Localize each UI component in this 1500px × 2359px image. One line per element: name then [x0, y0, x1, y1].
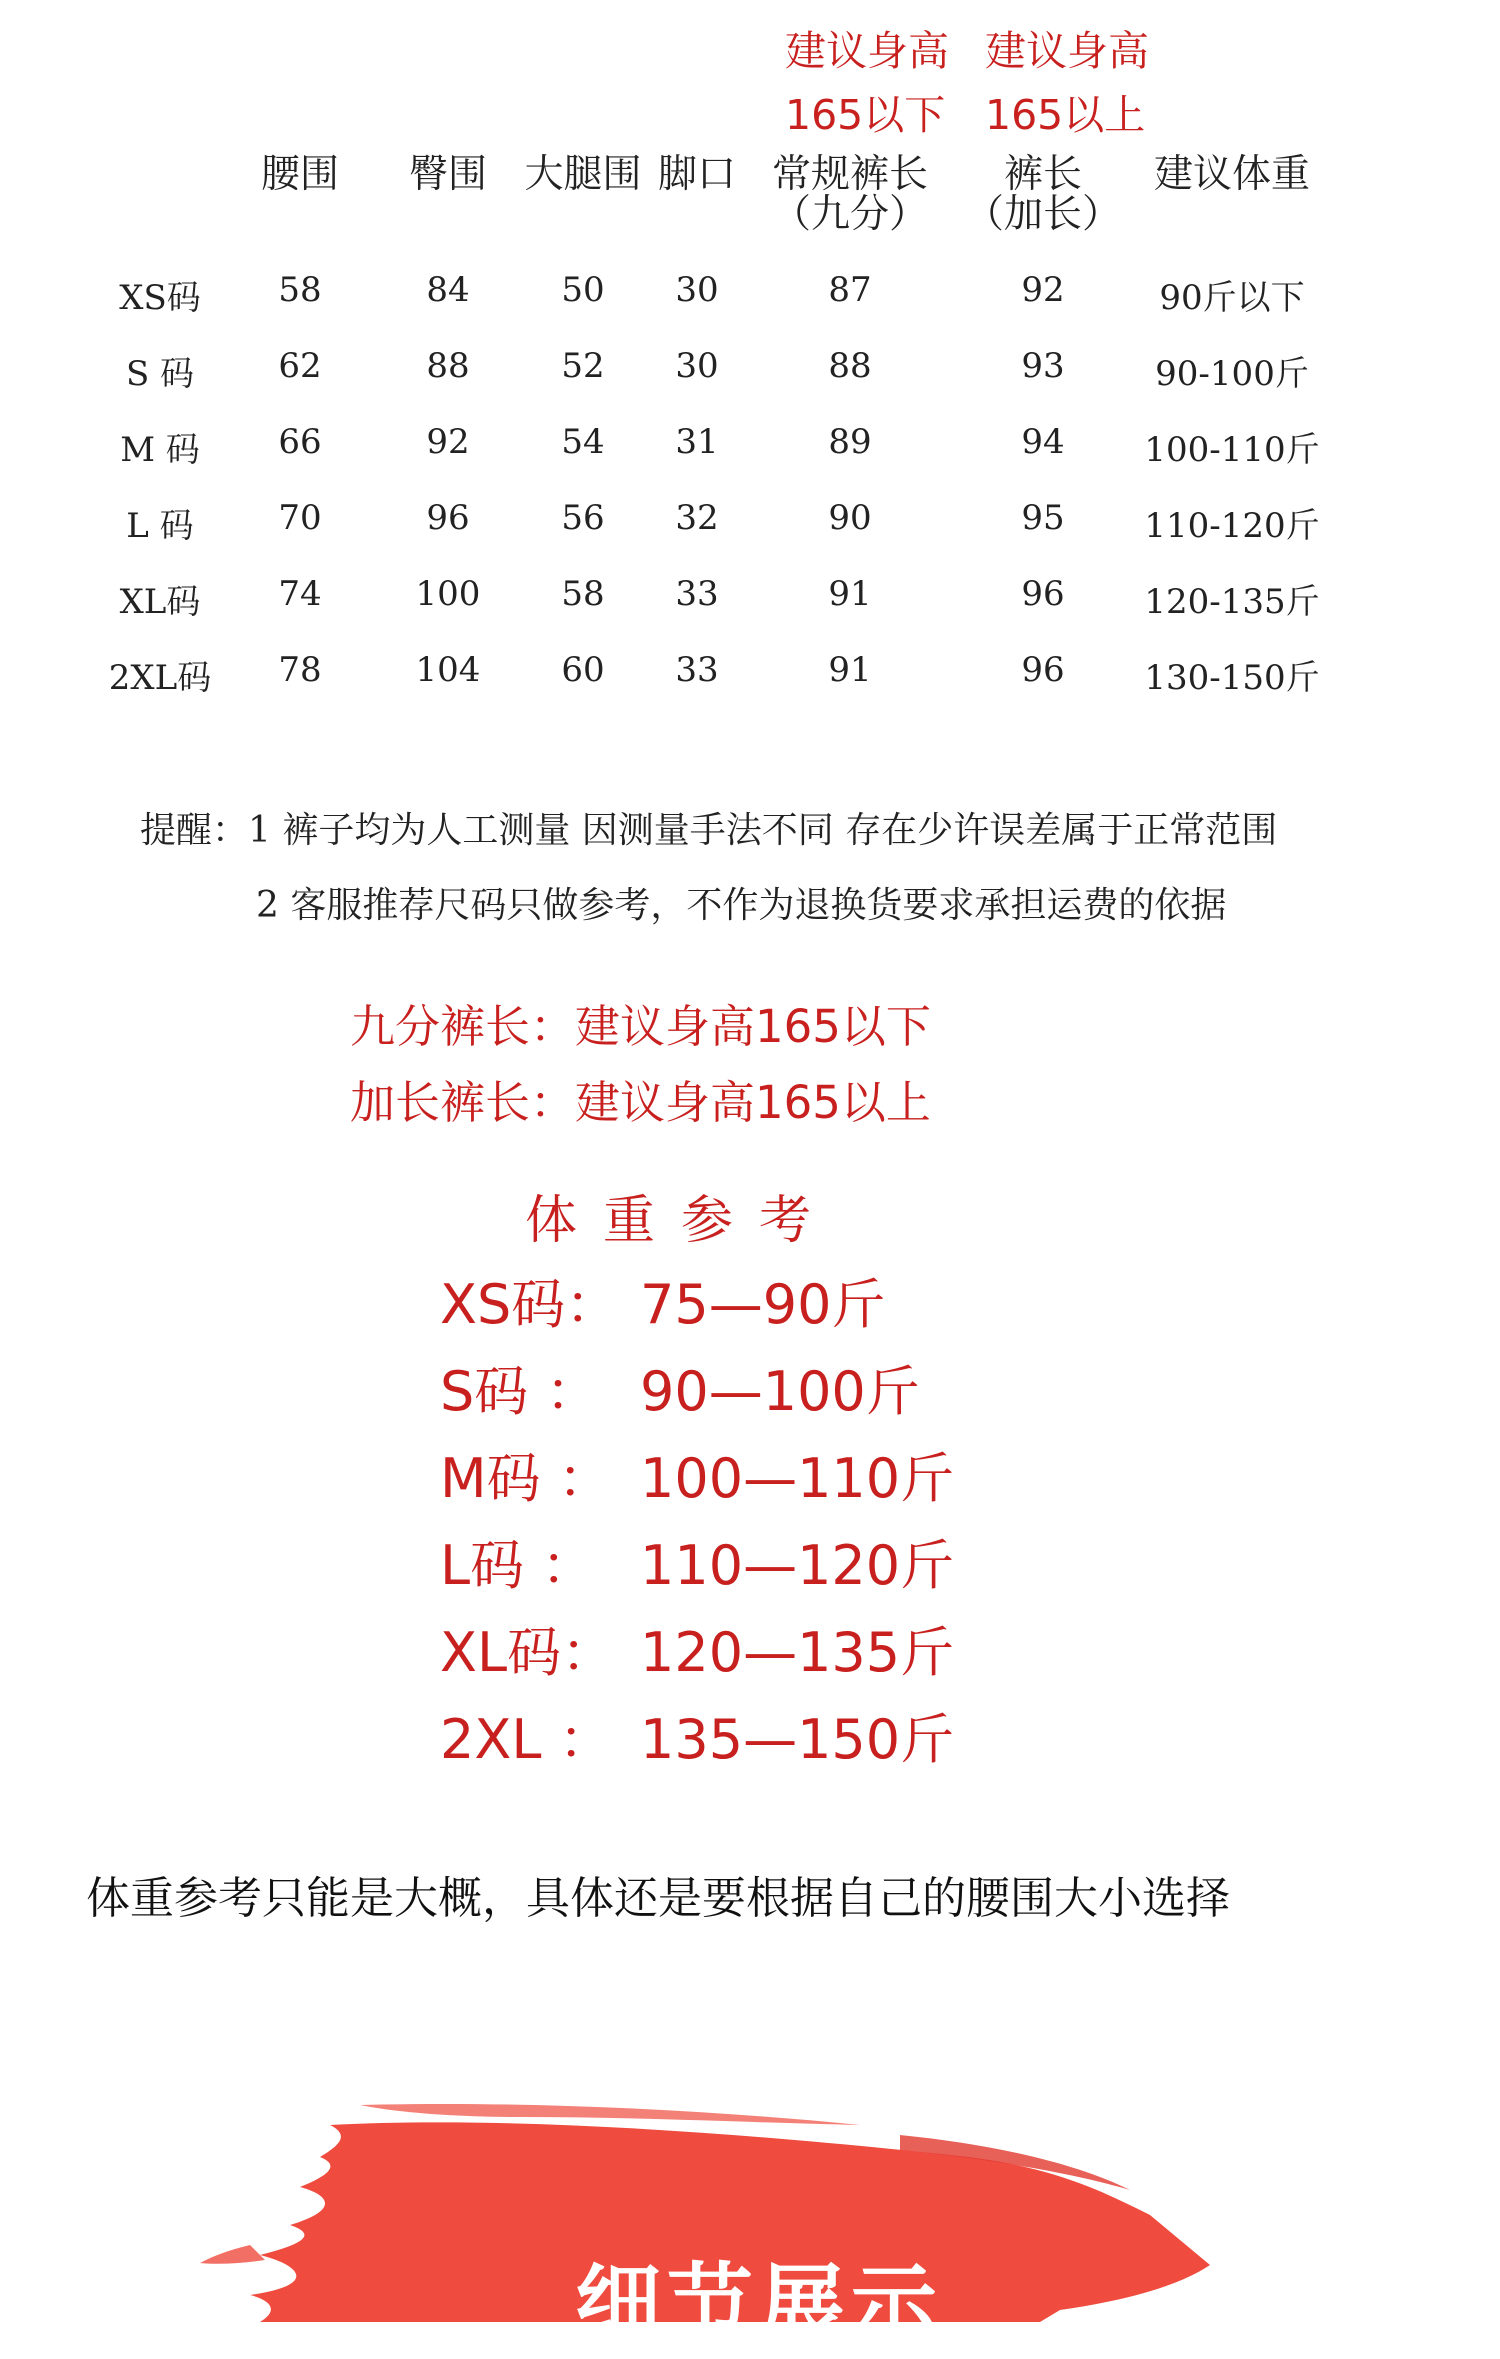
table-header-cell: 建议体重: [1153, 152, 1310, 197]
table-cell: 100: [415, 574, 481, 614]
table-cell: 32: [675, 498, 719, 538]
table-cell: 62: [278, 346, 322, 386]
length-note-line-2: 加长裤长：建议身高165以上: [350, 1076, 931, 1129]
table-cell: 33: [675, 650, 719, 690]
weight-ref-range: 135—150斤: [640, 1708, 955, 1771]
table-cell: 90-100斤: [1155, 354, 1309, 394]
weight-tip: 体重参考只能是大概，具体还是要根据自己的腰围大小选择: [86, 1873, 1230, 1924]
table-cell: 96: [1021, 574, 1065, 614]
weight-ref-range: 110—120斤: [640, 1534, 955, 1597]
table-cell: 91: [828, 574, 872, 614]
table-cell: 90斤以下: [1159, 278, 1305, 318]
length-note-regular-height: 建议身高: [785, 27, 949, 75]
size-label: XL码: [119, 582, 201, 622]
weight-ref-range: 120—135斤: [640, 1621, 955, 1684]
table-cell: 92: [426, 422, 470, 462]
size-label: L 码: [126, 506, 194, 546]
length-note-regular-height-value: 165以下: [785, 91, 946, 139]
table-cell: 74: [278, 574, 322, 614]
table-header-cell: 腰围: [260, 152, 339, 197]
table-cell: 33: [675, 574, 719, 614]
table-cell: 56: [561, 498, 605, 538]
table-cell: 91: [828, 650, 872, 690]
table-cell: 58: [561, 574, 605, 614]
table-cell: 52: [561, 346, 605, 386]
table-cell: 94: [1021, 422, 1065, 462]
weight-ref-size: XS码：: [440, 1273, 620, 1336]
size-label: 2XL码: [108, 658, 212, 698]
reminder-line-1: 提醒：1 裤子均为人工测量 因测量手法不同 存在少许误差属于正常范围: [140, 810, 1278, 851]
length-note-long-height: 建议身高: [985, 27, 1149, 75]
table-cell: 84: [426, 270, 470, 310]
table-cell: 54: [561, 422, 605, 462]
weight-ref-size: L码 ：: [440, 1534, 596, 1597]
size-label: M 码: [120, 430, 200, 470]
table-cell: 50: [561, 270, 605, 310]
table-cell: 110-120斤: [1144, 506, 1320, 546]
detail-banner: [0, 2095, 1500, 2355]
table-cell: 92: [1021, 270, 1065, 310]
table-cell: 95: [1021, 498, 1065, 538]
length-note-long-height-value: 165以上: [985, 91, 1146, 139]
table-cell: 66: [278, 422, 322, 462]
banner-title: 细节展示: [575, 2255, 943, 2355]
table-cell: 120-135斤: [1144, 582, 1320, 622]
table-cell: 30: [675, 346, 719, 386]
table-cell: 60: [561, 650, 605, 690]
table-cell: 104: [415, 650, 481, 690]
table-cell: 89: [828, 422, 872, 462]
weight-ref-range: 100—110斤: [640, 1447, 955, 1510]
size-label: S 码: [125, 354, 195, 394]
weight-ref-size: M码 ：: [440, 1447, 612, 1510]
table-cell: 70: [278, 498, 322, 538]
table-header-cell: 臀围: [408, 152, 487, 197]
table-cell: 58: [278, 270, 322, 310]
table-cell: 88: [828, 346, 872, 386]
table-cell: 90: [828, 498, 872, 538]
table-cell: 100-110斤: [1144, 430, 1320, 470]
table-header-cell: 常规裤长 （九分）: [771, 152, 928, 237]
reminder-line-2: 2 客服推荐尺码只做参考，不作为退换货要求承担运费的依据: [256, 885, 1227, 926]
table-header-cell: 裤长 （加长）: [964, 152, 1121, 237]
size-label: XS码: [119, 278, 201, 318]
table-cell: 96: [1021, 650, 1065, 690]
weight-ref-range: 90—100斤: [640, 1360, 920, 1423]
table-cell: 31: [675, 422, 719, 462]
table-cell: 93: [1021, 346, 1065, 386]
table-cell: 87: [828, 270, 872, 310]
table-header-cell: 大腿围: [524, 152, 642, 197]
table-cell: 96: [426, 498, 470, 538]
weight-ref-size: 2XL ：: [440, 1708, 613, 1771]
weight-ref-size: XL码：: [440, 1621, 616, 1684]
table-header-cell: 脚口: [657, 152, 736, 197]
weight-ref-title: 体重参考: [525, 1191, 838, 1251]
weight-ref-size: S码 ：: [440, 1360, 600, 1423]
length-note-line-1: 九分裤长：建议身高165以下: [350, 1000, 931, 1053]
table-cell: 88: [426, 346, 470, 386]
weight-ref-range: 75—90斤: [640, 1273, 886, 1336]
table-cell: 78: [278, 650, 322, 690]
table-cell: 30: [675, 270, 719, 310]
table-cell: 130-150斤: [1144, 658, 1320, 698]
